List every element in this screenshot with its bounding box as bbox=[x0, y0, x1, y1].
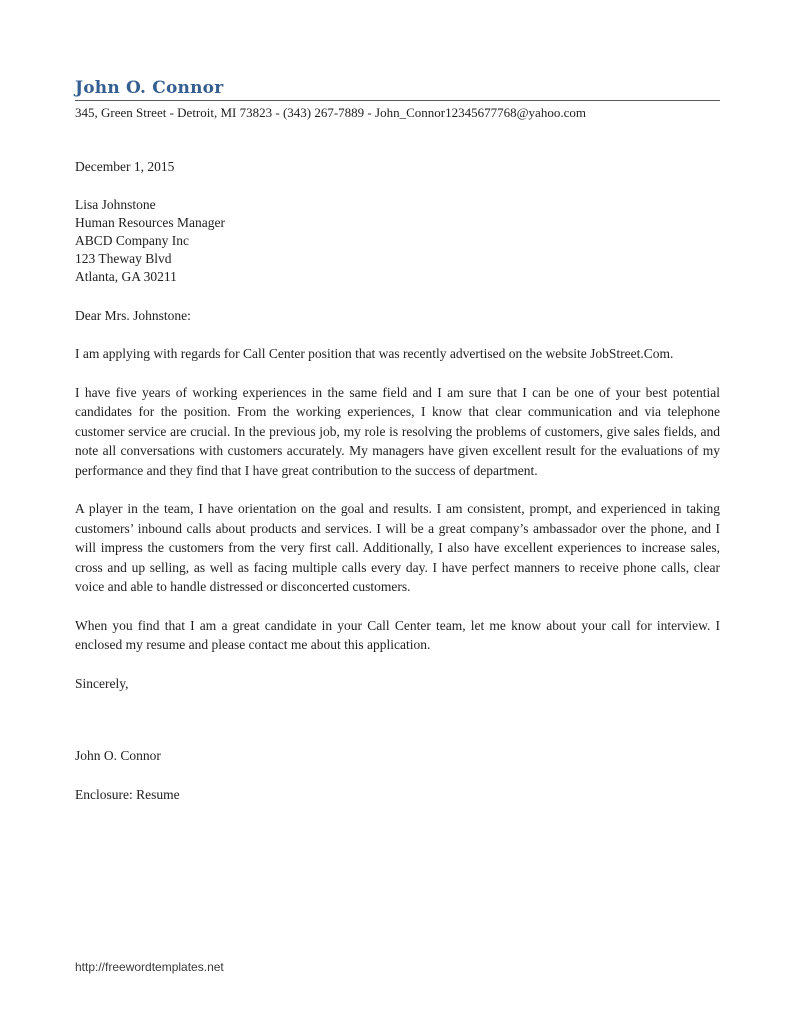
paragraph-intro: I am applying with regards for Call Center position that was recently advertised on the website JobStreet.Com. bbox=[75, 346, 674, 361]
footer-template-url: http://freewordtemplates.net bbox=[75, 960, 224, 974]
recipient-company: ABCD Company Inc bbox=[75, 233, 189, 248]
enclosure-note: Enclosure: Resume bbox=[75, 786, 180, 802]
paragraph-experience: I have five years of working experiences in the same field and I am sure that I can be one of your best potential candidates for the position. From the working experiences, I know that clear communication and via telephone customer service are crucial. In the previous job, my role is resolving the problems of customers, give sales fields, and note all conversations with customers accurately. My managers have given excellent result for the evaluations of my performance and they find that I have great contribution to the success of department. bbox=[75, 384, 720, 478]
recipient-city: Atlanta, GA 30211 bbox=[75, 269, 177, 284]
sender-contact-line: 345, Green Street - Detroit, MI 73823 - (343) 267-7889 - John_Connor12345677768@yahoo.com bbox=[75, 105, 586, 120]
recipient-title: Human Resources Manager bbox=[75, 215, 225, 230]
recipient-street: 123 Theway Blvd bbox=[75, 251, 172, 266]
salutation: Dear Mrs. Johnstone: bbox=[75, 308, 191, 323]
sender-name: John O. Connor bbox=[75, 78, 224, 98]
paragraph-skills: A player in the team, I have orientation on the goal and results. I am consistent, prompt, and experienced in taking customers’ inbound calls about products and services. I will be a great company’s ambassador over the phone, and I will impress the customers from the very first call. Additionally, I also have excellent experiences to increase sales, cross and up selling, as well as facing multiple calls every day. I have perfect manners to receive phone calls, clear voice and able to handle distressed or disconcerted customers. bbox=[75, 501, 720, 594]
letter-body bbox=[75, 78, 720, 804]
paragraph-call-to-action: When you find that I am a great candidate in your Call Center team, let me know about your call for interview. I enclosed my resume and please contact me about this application. bbox=[75, 617, 720, 652]
header-divider bbox=[75, 100, 720, 101]
recipient-name: Lisa Johnstone bbox=[75, 197, 156, 212]
letter-date: December 1, 2015 bbox=[75, 159, 175, 174]
recipient-block bbox=[75, 196, 720, 286]
signature-name: John O. Connor bbox=[75, 747, 161, 763]
closing-valediction: Sincerely, bbox=[75, 675, 129, 691]
